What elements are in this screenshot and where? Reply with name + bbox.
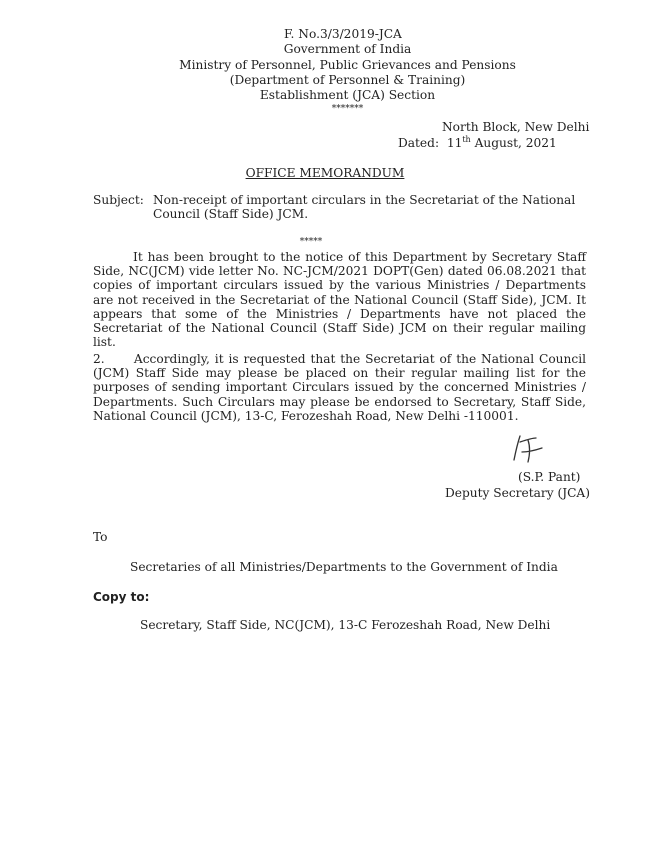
copy-to-label: Copy to:	[93, 590, 150, 604]
signatory-name: (S.P. Pant)	[518, 470, 581, 484]
file-number: F. No.3/3/2019-JCA	[284, 27, 402, 41]
ministry-name: Ministry of Personnel, Public Grievances and Pensions	[179, 58, 516, 72]
date-suffix: th	[462, 134, 471, 144]
signatory-designation: Deputy Secretary (JCA)	[445, 486, 590, 500]
paragraph-1: It has been brought to the notice of this Department by Secretary Staff Side, NC(JCM) vide letter No. NC-JCM/2021 DOPT(Gen) dated 06.08.2021 that copies of important circulars issued by the various Ministries / Departments are not received in the Secretariat of the National Council (Staff Side), JCM. It appears that some of the Ministries / Departments have not placed the Secretariat of the National Council (Staff Side) JCM on their regular mailing list.	[93, 250, 586, 350]
header-stars: *******	[331, 104, 364, 114]
place: North Block, New Delhi	[442, 120, 590, 134]
signature-icon	[508, 432, 548, 466]
section-name: Establishment (JCA) Section	[259, 88, 436, 102]
separator-stars: *****	[299, 237, 323, 247]
memo-title: OFFICE MEMORANDUM	[245, 166, 405, 180]
paragraph-2: 2. Accordingly, it is requested that the Secretariat of the National Council (JCM) Staff Side may please be placed on their regular mailing list for the purposes of sending important Circulars issued by the concerned Ministries / Departments. Such Circulars may please be endorsed to Secretary, Staff Side, National Council (JCM), 13-C, Ferozeshah Road, New Delhi -110001.	[93, 352, 590, 423]
subject-line-2: Council (Staff Side) JCM.	[153, 207, 309, 221]
govt-name: Government of India	[283, 42, 412, 56]
date-rest: August, 2021	[474, 136, 557, 150]
subject-line-1: Non-receipt of important circulars in the Secretariat of the National	[153, 193, 576, 207]
subject-label: Subject:	[93, 193, 144, 207]
department-name: (Department of Personnel & Training)	[229, 73, 466, 87]
date-label: Dated:	[398, 136, 440, 150]
copy-recipient: Secretary, Staff Side, NC(JCM), 13-C Ferozeshah Road, New Delhi	[140, 618, 551, 632]
date-day: 11	[446, 136, 463, 150]
recipients: Secretaries of all Ministries/Departments to the Government of India	[130, 560, 558, 574]
to-label: To	[93, 530, 108, 544]
date	[398, 136, 557, 150]
